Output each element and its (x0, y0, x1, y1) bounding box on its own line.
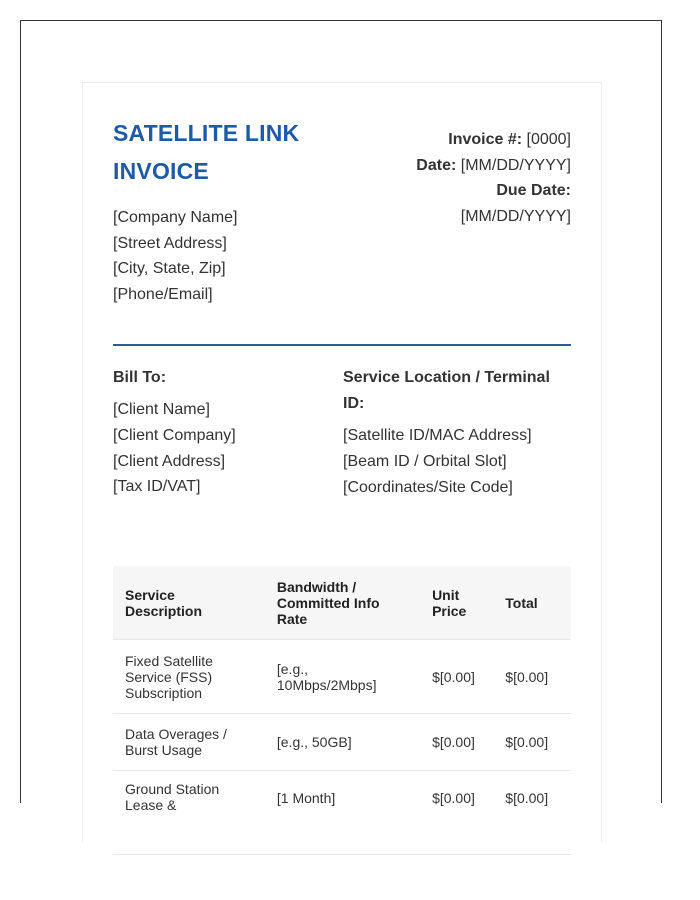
row-description: Ground Station Lease & (113, 771, 265, 855)
invoice-meta (351, 127, 571, 229)
company-name: [Company Name] (113, 209, 238, 226)
row-description: Data Overages / Burst Usage (113, 714, 265, 771)
row-unit-price: $[0.00] (420, 714, 493, 771)
bill-to-client-company: [Client Company] (113, 426, 236, 444)
column-header-total: Total (493, 566, 571, 640)
row-unit-price: $[0.00] (420, 771, 493, 855)
service-location-beam-id: [Beam ID / Orbital Slot] (343, 452, 507, 470)
row-total: $[0.00] (493, 714, 571, 771)
company-city: [City, State, Zip] (113, 260, 226, 278)
table-row (113, 771, 571, 855)
row-total: $[0.00] (493, 771, 571, 855)
due-date-row (351, 178, 571, 229)
invoice-date-row (351, 153, 571, 179)
invoice-sheet (82, 82, 602, 843)
invoice-title: SATELLITE LINK INVOICE (113, 120, 300, 184)
bill-to-client-address: [Client Address] (113, 452, 226, 470)
row-bandwidth: [e.g., 10Mbps/2Mbps] (265, 640, 420, 714)
company-contact: [Phone/Email] (113, 286, 213, 304)
invoice-number-label: Invoice #: (448, 131, 523, 148)
line-items-table (113, 566, 571, 855)
due-date-label: Due Date: (496, 182, 571, 199)
service-location-coordinates: [Coordinates/Site Code] (343, 478, 513, 496)
company-info (113, 205, 238, 308)
invoice-date-label: Date: (416, 156, 457, 174)
invoice-date-value: [MM/DD/YYYY] (460, 156, 571, 174)
row-unit-price: $[0.00] (420, 640, 493, 714)
service-location-satellite-id: [Satellite ID/MAC Address] (343, 427, 532, 444)
due-date-value: [MM/DD/YYYY] (460, 207, 571, 225)
table-header-row (113, 566, 571, 640)
page-frame (20, 20, 662, 813)
row-total: $[0.00] (493, 640, 571, 714)
row-description: Fixed Satellite Service (FSS) Subscription (113, 640, 265, 714)
invoice-number-row (351, 127, 571, 153)
table-row (113, 640, 571, 714)
column-header-bandwidth: Bandwidth / Committed Info Rate (265, 566, 420, 640)
row-bandwidth: [1 Month] (265, 771, 420, 855)
bill-to-client-name: [Client Name] (113, 401, 210, 418)
company-street: [Street Address] (113, 234, 227, 252)
row-bandwidth: [e.g., 50GB] (265, 714, 420, 771)
table-row (113, 714, 571, 771)
section-divider (113, 344, 571, 346)
service-location-heading: Service Location / Terminal ID: (343, 369, 550, 412)
bill-to-heading: Bill To: (113, 369, 167, 386)
invoice-number-value: [0000] (526, 131, 571, 148)
column-header-unit-price: Unit Price (420, 566, 493, 640)
bill-to-section (113, 365, 323, 500)
service-location-section (343, 365, 571, 500)
column-header-description: Service Description (113, 566, 265, 640)
bill-to-tax-id: [Tax ID/VAT] (113, 478, 201, 496)
